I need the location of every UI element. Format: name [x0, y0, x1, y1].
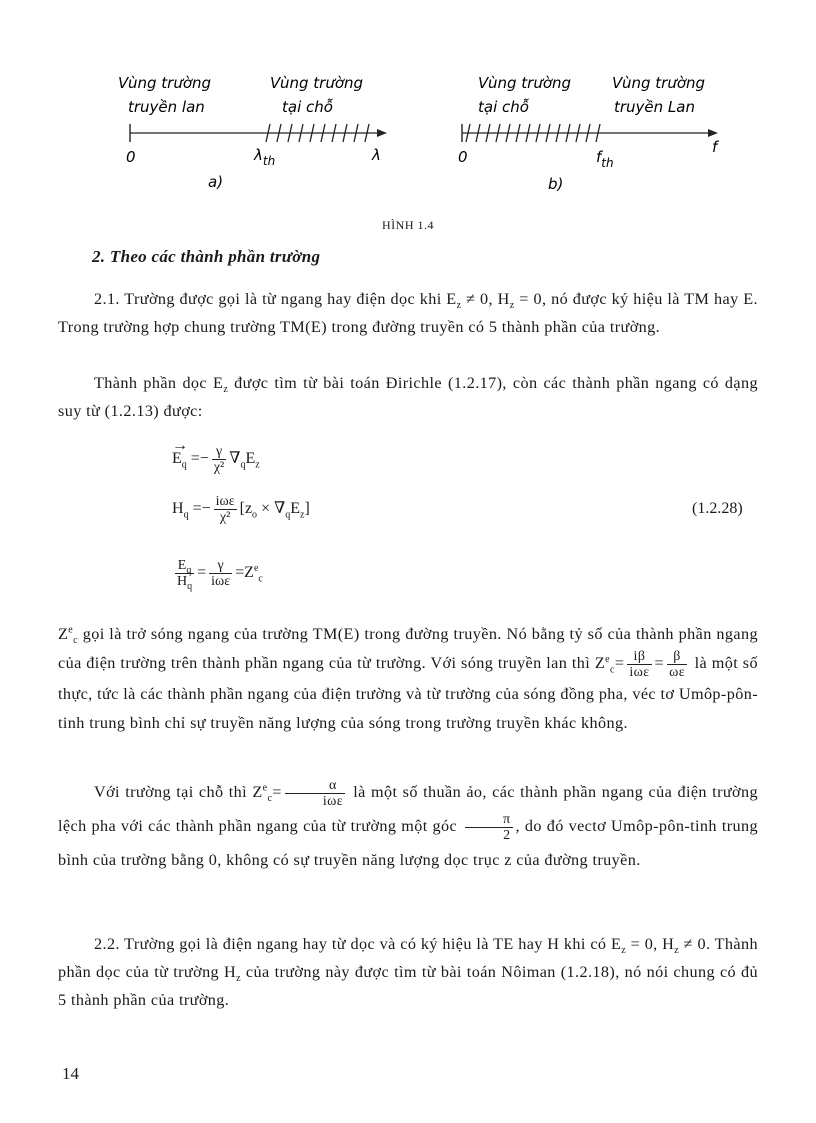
figure-a-right-label-line2: tại chỗ	[282, 98, 333, 116]
equation-impedance: $\frac{E_q}{H_q}$ = $\frac{\gamma}{\text{iωε}}$ $=Z^e_c$	[177, 558, 263, 592]
figure-b-right-label-line1: Vùng trường	[612, 74, 706, 92]
figure-b-arrowhead	[708, 129, 718, 137]
figure-a-threshold-label: $\lambda_{th}$	[254, 146, 276, 168]
paragraph-local-field: Với trường tại chỗ thì $Z^e_c=$ $\frac{\alpha}{\text{iωε}}$ là một số thuần ảo, các thành phần ngang của điện trường lệch pha với các thành phần ngang của từ trường một góc $\frac{\pi}{2}$ , do đó vectơ Umôp-pôn-tinh trung bình của trường bằng 0, không có sự truyền năng lượng dọc trục z của đường truyền.	[58, 777, 758, 869]
figure-a-right-label-line1: Vùng trường	[270, 74, 364, 92]
figure-b-axis-end-label: f	[712, 138, 718, 156]
figure-a-panel-label: a)	[208, 173, 224, 191]
section-heading: 2. Theo các thành phần trường	[92, 247, 321, 266]
figure-b-right-label-line2: truyền Lan	[614, 98, 695, 116]
equation-e-line: $E_q$ =− $\frac{\gamma}{\text{χ²}}$ $\nabla_qE_z$	[172, 444, 260, 475]
paragraph-2-2: 2.2. Trường gọi là điện ngang hay từ dọc và có ký hiệu là TE hay H khi có $E_z = 0$, $H_z \ne 0$. Thành phần dọc của từ trường $H_z$ của trường này được tìm từ bài toán Nôiman (1.2.18), nó nói chung có đủ 5 thành phần của trường.	[58, 935, 758, 1009]
figure-a-axis-end-label: λ	[372, 146, 381, 164]
equation-h-line: $H_q$ =− $\frac{\text{iωε}}{\text{χ²}}$ $[z_o \times \nabla_qE_z]$	[172, 494, 310, 525]
figure-a-arrowhead	[377, 129, 387, 137]
figure-1-4	[0, 0, 816, 215]
figure-b-left-label-line1: Vùng trường	[478, 74, 572, 92]
figure-caption: HÌNH 1.4	[382, 218, 434, 232]
paragraph-components: Thành phần dọc $E_z$ được tìm từ bài toán Đirichle (1.2.17), còn các thành phần ngang có dạng suy từ (1.2.13) được:	[58, 374, 758, 420]
figure-panel-a	[118, 74, 387, 191]
paragraph-2-1: 2.1. Trường được gọi là từ ngang hay điện dọc khi $E_z \ne 0$, $H_z = 0$, nó được ký hiệu là TM hay E. Trong trường hợp chung trường TM(E) trong đường truyền có 5 thành phần của trường.	[58, 290, 758, 336]
equation-e-transverse: →	[172, 437, 188, 454]
figure-panel-b	[458, 74, 720, 193]
page-number: 14	[62, 1064, 79, 1083]
figure-b-left-label-line2: tại chỗ	[478, 98, 529, 116]
figure-a-origin-label: 0	[126, 148, 136, 166]
figure-a-left-label-line2: truyền lan	[128, 98, 205, 116]
equation-number: (1.2.28)	[692, 500, 743, 517]
figure-b-panel-label: b)	[548, 175, 564, 193]
paragraph-wave-impedance: $Z^e_c$ gọi là trở sóng ngang của trường TM(E) trong đường truyền. Nó bằng tỷ số của thành phần ngang của điện trường trên thành phần ngang của từ trường. Với sóng truyền lan thì $Z^e_c=$ $\frac{i\beta}{\text{iωε}}$ = $\frac{\beta}{\omega\varepsilon}$ là một số thực, tức là các thành phần ngang của điện trường và từ trường của sóng đồng pha, véc tơ Umôp-pôn-tinh trung bình chỉ sự truyền năng lượng của sóng trong trường truyền khác không.	[58, 624, 758, 732]
figure-b-threshold-label: $f_{th}$	[596, 148, 614, 170]
figure-a-left-label-line1: Vùng trường	[118, 74, 212, 92]
figure-b-origin-label: 0	[458, 148, 468, 166]
